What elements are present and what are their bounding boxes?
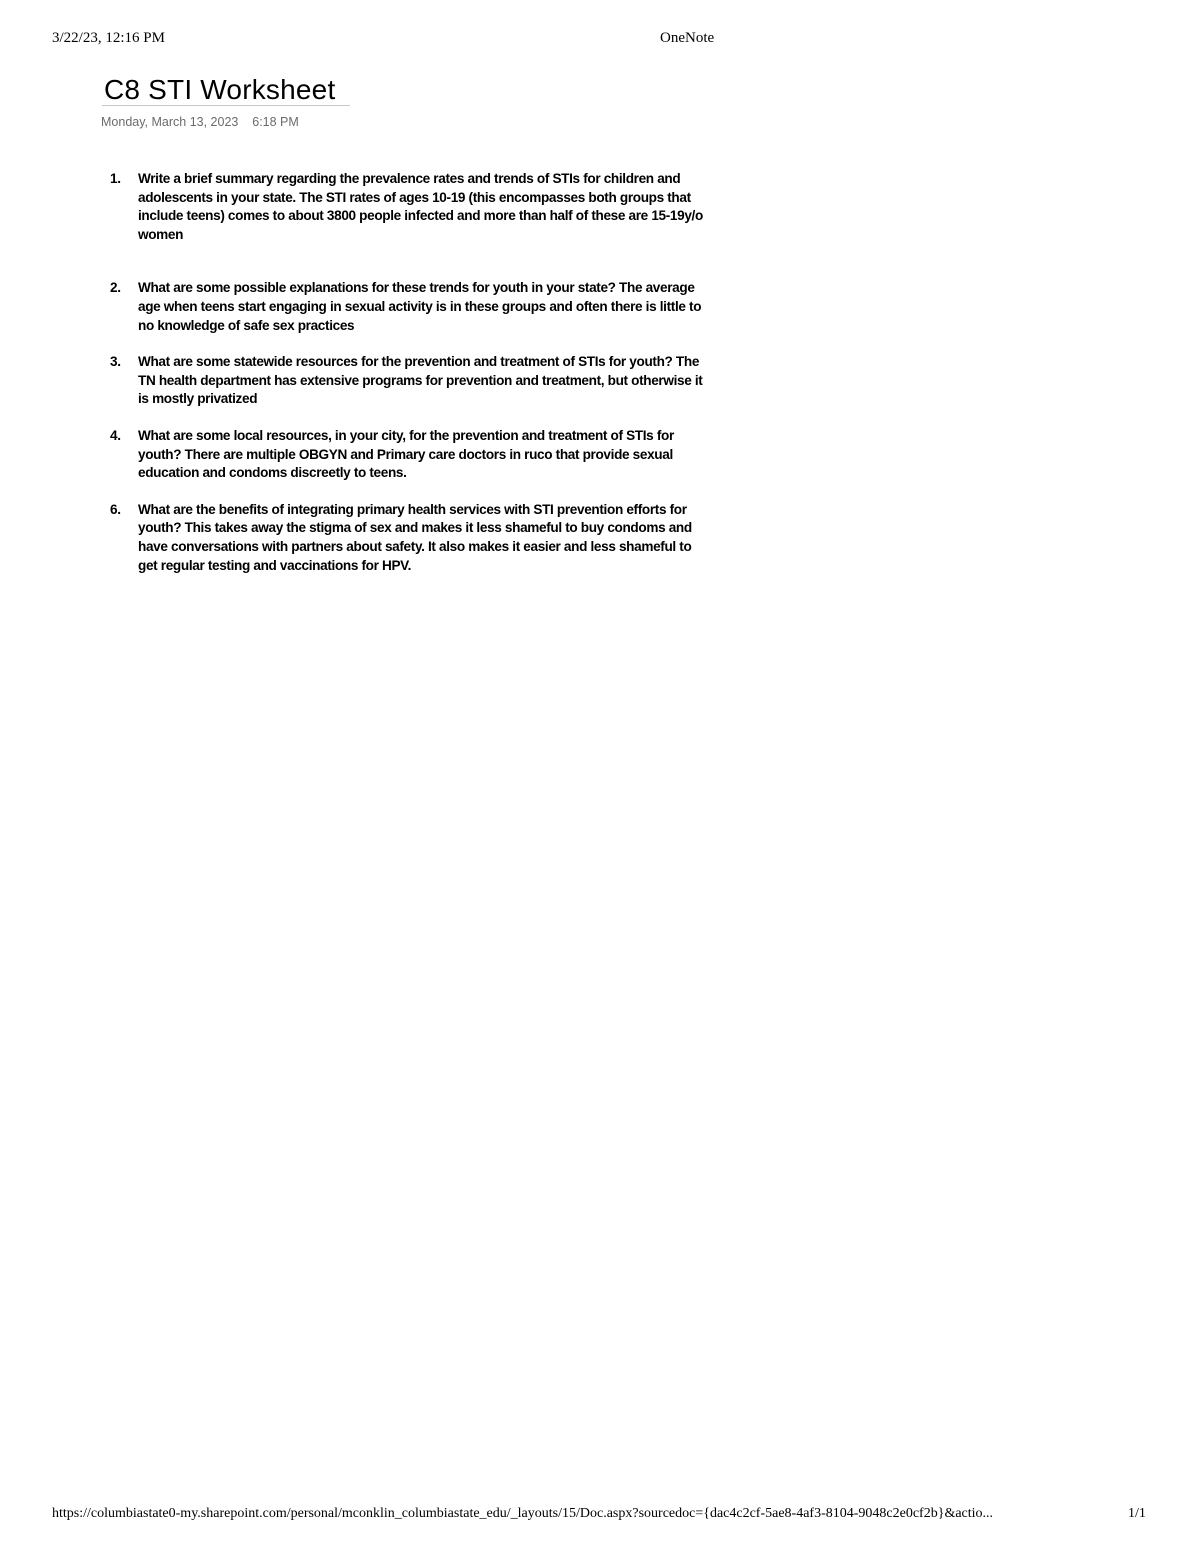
page-title: C8 STI Worksheet: [104, 74, 336, 105]
question-number: 4.: [110, 427, 121, 443]
question-item-1: [110, 170, 710, 244]
question-list: [110, 170, 710, 575]
question-item-3: [110, 353, 710, 409]
question-text: What are some statewide resources for the prevention and treatment of STIs for youth? The TN health department has extensive programs for prevention and treatment, but otherwise it is mostly privatized: [138, 354, 703, 407]
question-item-2: [110, 279, 710, 335]
question-item-6: [110, 501, 710, 575]
question-text: What are some possible explanations for these trends for youth in your state? The average age when teens start engaging in sexual activity is in these groups and often there is little to no knowledge of safe sex practices: [138, 280, 702, 333]
page-date: Monday, March 13, 2023 6:18 PM: [101, 115, 299, 129]
print-header-datetime: 3/22/23, 12:16 PM: [52, 30, 165, 46]
question-item-4: [110, 427, 710, 483]
print-footer-page-count: 1/1: [1128, 1506, 1146, 1521]
print-footer-url: https://columbiastate0-my.sharepoint.com/personal/mconklin_columbiastate_edu/_layouts/15/Doc.aspx?sourcedoc={dac4c2cf-5ae8-4af3-8104-9048c2e0cf2b}&actio...: [52, 1506, 994, 1521]
question-text: Write a brief summary regarding the prevalence rates and trends of STIs for children and adolescents in your state. The STI rates of ages 10-19 (this encompasses both groups that include teens) comes to about 3800 people infected and more than half of these are 15-19y/o women: [138, 171, 703, 242]
title-underline: [102, 105, 350, 106]
question-number: 2.: [110, 280, 121, 296]
question-number: 3.: [110, 354, 121, 370]
question-number: 6.: [110, 501, 121, 517]
print-header-app-name: OneNote: [660, 30, 715, 46]
question-text: What are some local resources, in your city, for the prevention and treatment of STIs for youth? There are multiple OBGYN and Primary care doctors in ruco that provide sexual education and condoms discreetly to teens.: [138, 427, 674, 481]
question-text: What are the benefits of integrating primary health services with STI prevention efforts for youth? This takes away the stigma of sex and makes it less shameful to buy condoms and have conversations with partners about safety. It also makes it easier and less shameful to get regular testing and vaccinations for HPV.: [138, 501, 692, 573]
question-number: 1.: [110, 171, 121, 186]
